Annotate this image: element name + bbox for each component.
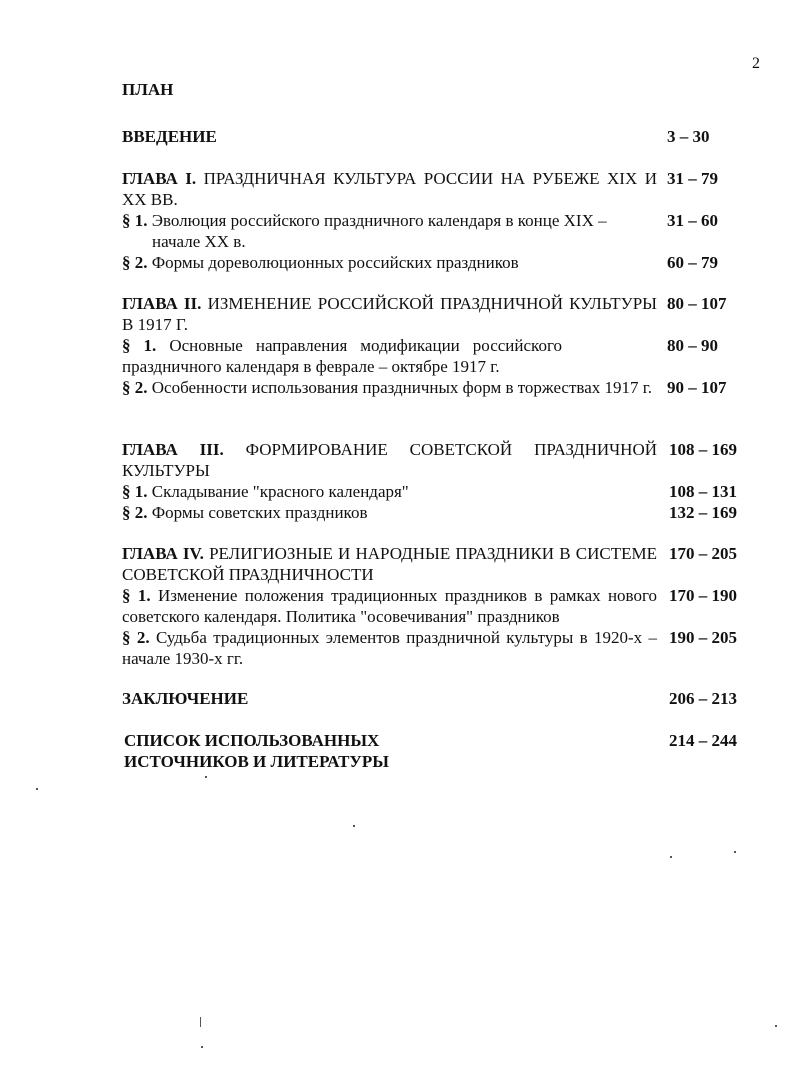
chapter-1-label: ГЛАВА I. xyxy=(122,169,197,188)
conclusion-title: ЗАКЛЮЧЕНИЕ xyxy=(122,689,249,708)
ch1-section-1-num: § 1. xyxy=(122,211,148,230)
intro-title: ВВЕДЕНИЕ xyxy=(122,127,217,146)
ch4-section-1-pages: 170 – 190 xyxy=(669,586,737,605)
ch3-section-2-text xyxy=(122,502,657,523)
ch1-section-2-text xyxy=(122,252,657,273)
chapter-1-pages: 31 – 79 xyxy=(667,169,718,188)
ch3-section-1-text xyxy=(122,481,657,502)
chapter-3-title: ФОРМИРОВАНИЕ СОВЕТСКОЙ ПРАЗДНИЧНОЙ КУЛЬТУРЫ xyxy=(122,440,658,480)
sources-title-line-a: СПИСОК ИСПОЛЬЗОВАННЫХ xyxy=(124,731,380,750)
chapter-2-heading xyxy=(122,293,657,335)
scan-speck xyxy=(670,856,672,858)
chapter-2-label: ГЛАВА II. xyxy=(122,294,202,313)
ch3-section-2-num: § 2. xyxy=(122,503,148,522)
ch1-section-2-pages: 60 – 79 xyxy=(667,253,718,272)
chapter-2-pages: 80 – 107 xyxy=(667,294,727,313)
page-title: ПЛАН xyxy=(122,80,174,99)
ch4-section-2-text xyxy=(122,627,657,669)
chapter-4-heading xyxy=(122,543,657,585)
ch3-section-2-pages: 132 – 169 xyxy=(669,503,737,522)
scan-speck xyxy=(200,1017,201,1027)
chapter-3-pages: 108 – 169 xyxy=(669,440,737,459)
chapter-2-title: ИЗМЕНЕНИЕ РОССИЙСКОЙ ПРАЗДНИЧНОЙ КУЛЬТУРЫ В 1917 Г. xyxy=(122,294,657,334)
ch1-section-2-title: Формы дореволюционных российских праздников xyxy=(151,253,519,272)
ch2-section-2-text xyxy=(122,377,657,398)
scan-speck xyxy=(775,1025,777,1027)
ch4-section-1-text xyxy=(122,585,657,627)
chapter-3-label: ГЛАВА III. xyxy=(122,440,224,459)
scan-speck xyxy=(205,776,207,778)
ch3-section-1-pages: 108 – 131 xyxy=(669,482,737,501)
ch4-section-2-title: Судьба традиционных элементов праздничной культуры в 1920-х – начале 1930-х гг. xyxy=(122,628,657,668)
ch2-section-2-num: § 2. xyxy=(122,378,148,397)
chapter-1-title: ПРАЗДНИЧНАЯ КУЛЬТУРА РОССИИ НА РУБЕЖЕ XIX И XX ВВ. xyxy=(122,169,658,209)
ch3-section-1-title: Складывание "красного календаря" xyxy=(151,482,409,501)
scan-speck xyxy=(734,851,736,853)
ch4-section-2-pages: 190 – 205 xyxy=(669,628,737,647)
ch1-section-1-line-a: Эволюция российского праздничного календаря в конце XIX – xyxy=(151,211,607,230)
ch4-section-1-title: Изменение положения традиционных праздников в рамках нового советского календаря. Политика "осовечивания" праздников xyxy=(122,586,658,626)
ch4-section-2-num: § 2. xyxy=(122,628,150,647)
ch1-section-1-line-b: начале XX в. xyxy=(152,232,246,251)
ch1-section-1-pages: 31 – 60 xyxy=(667,211,718,230)
scan-speck xyxy=(353,825,355,827)
chapter-4-title: РЕЛИГИОЗНЫЕ И НАРОДНЫЕ ПРАЗДНИКИ В СИСТЕМЕ СОВЕТСКОЙ ПРАЗДНИЧНОСТИ xyxy=(122,544,657,584)
ch4-section-1-num: § 1. xyxy=(122,586,151,605)
intro-pages: 3 – 30 xyxy=(667,127,710,146)
ch1-section-2-num: § 2. xyxy=(122,253,148,272)
ch2-section-1-title: Основные направления модификации российского праздничного календаря в феврале – октябре 1917 г. xyxy=(122,336,562,376)
ch1-section-1-text xyxy=(122,210,657,252)
ch2-section-1-text xyxy=(122,335,562,377)
scan-speck xyxy=(36,788,38,790)
ch2-section-1-num: § 1. xyxy=(122,336,157,355)
ch2-section-2-title: Особенности использования праздничных форм в торжествах 1917 г. xyxy=(151,378,653,397)
chapter-1-heading xyxy=(122,168,657,210)
scan-speck xyxy=(201,1046,203,1048)
conclusion-pages: 206 – 213 xyxy=(669,689,737,708)
ch3-section-2-title: Формы советских праздников xyxy=(151,503,368,522)
ch2-section-1-pages: 80 – 90 xyxy=(667,336,718,355)
sources-title xyxy=(124,730,659,772)
chapter-3-heading xyxy=(122,439,657,481)
ch3-section-1-num: § 1. xyxy=(122,482,148,501)
chapter-4-label: ГЛАВА IV. xyxy=(122,544,204,563)
sources-pages: 214 – 244 xyxy=(669,731,737,750)
page-number: 2 xyxy=(752,55,760,72)
chapter-4-pages: 170 – 205 xyxy=(669,544,737,563)
sources-title-line-b: ИСТОЧНИКОВ И ЛИТЕРАТУРЫ xyxy=(124,752,389,771)
ch2-section-2-pages: 90 – 107 xyxy=(667,378,727,397)
